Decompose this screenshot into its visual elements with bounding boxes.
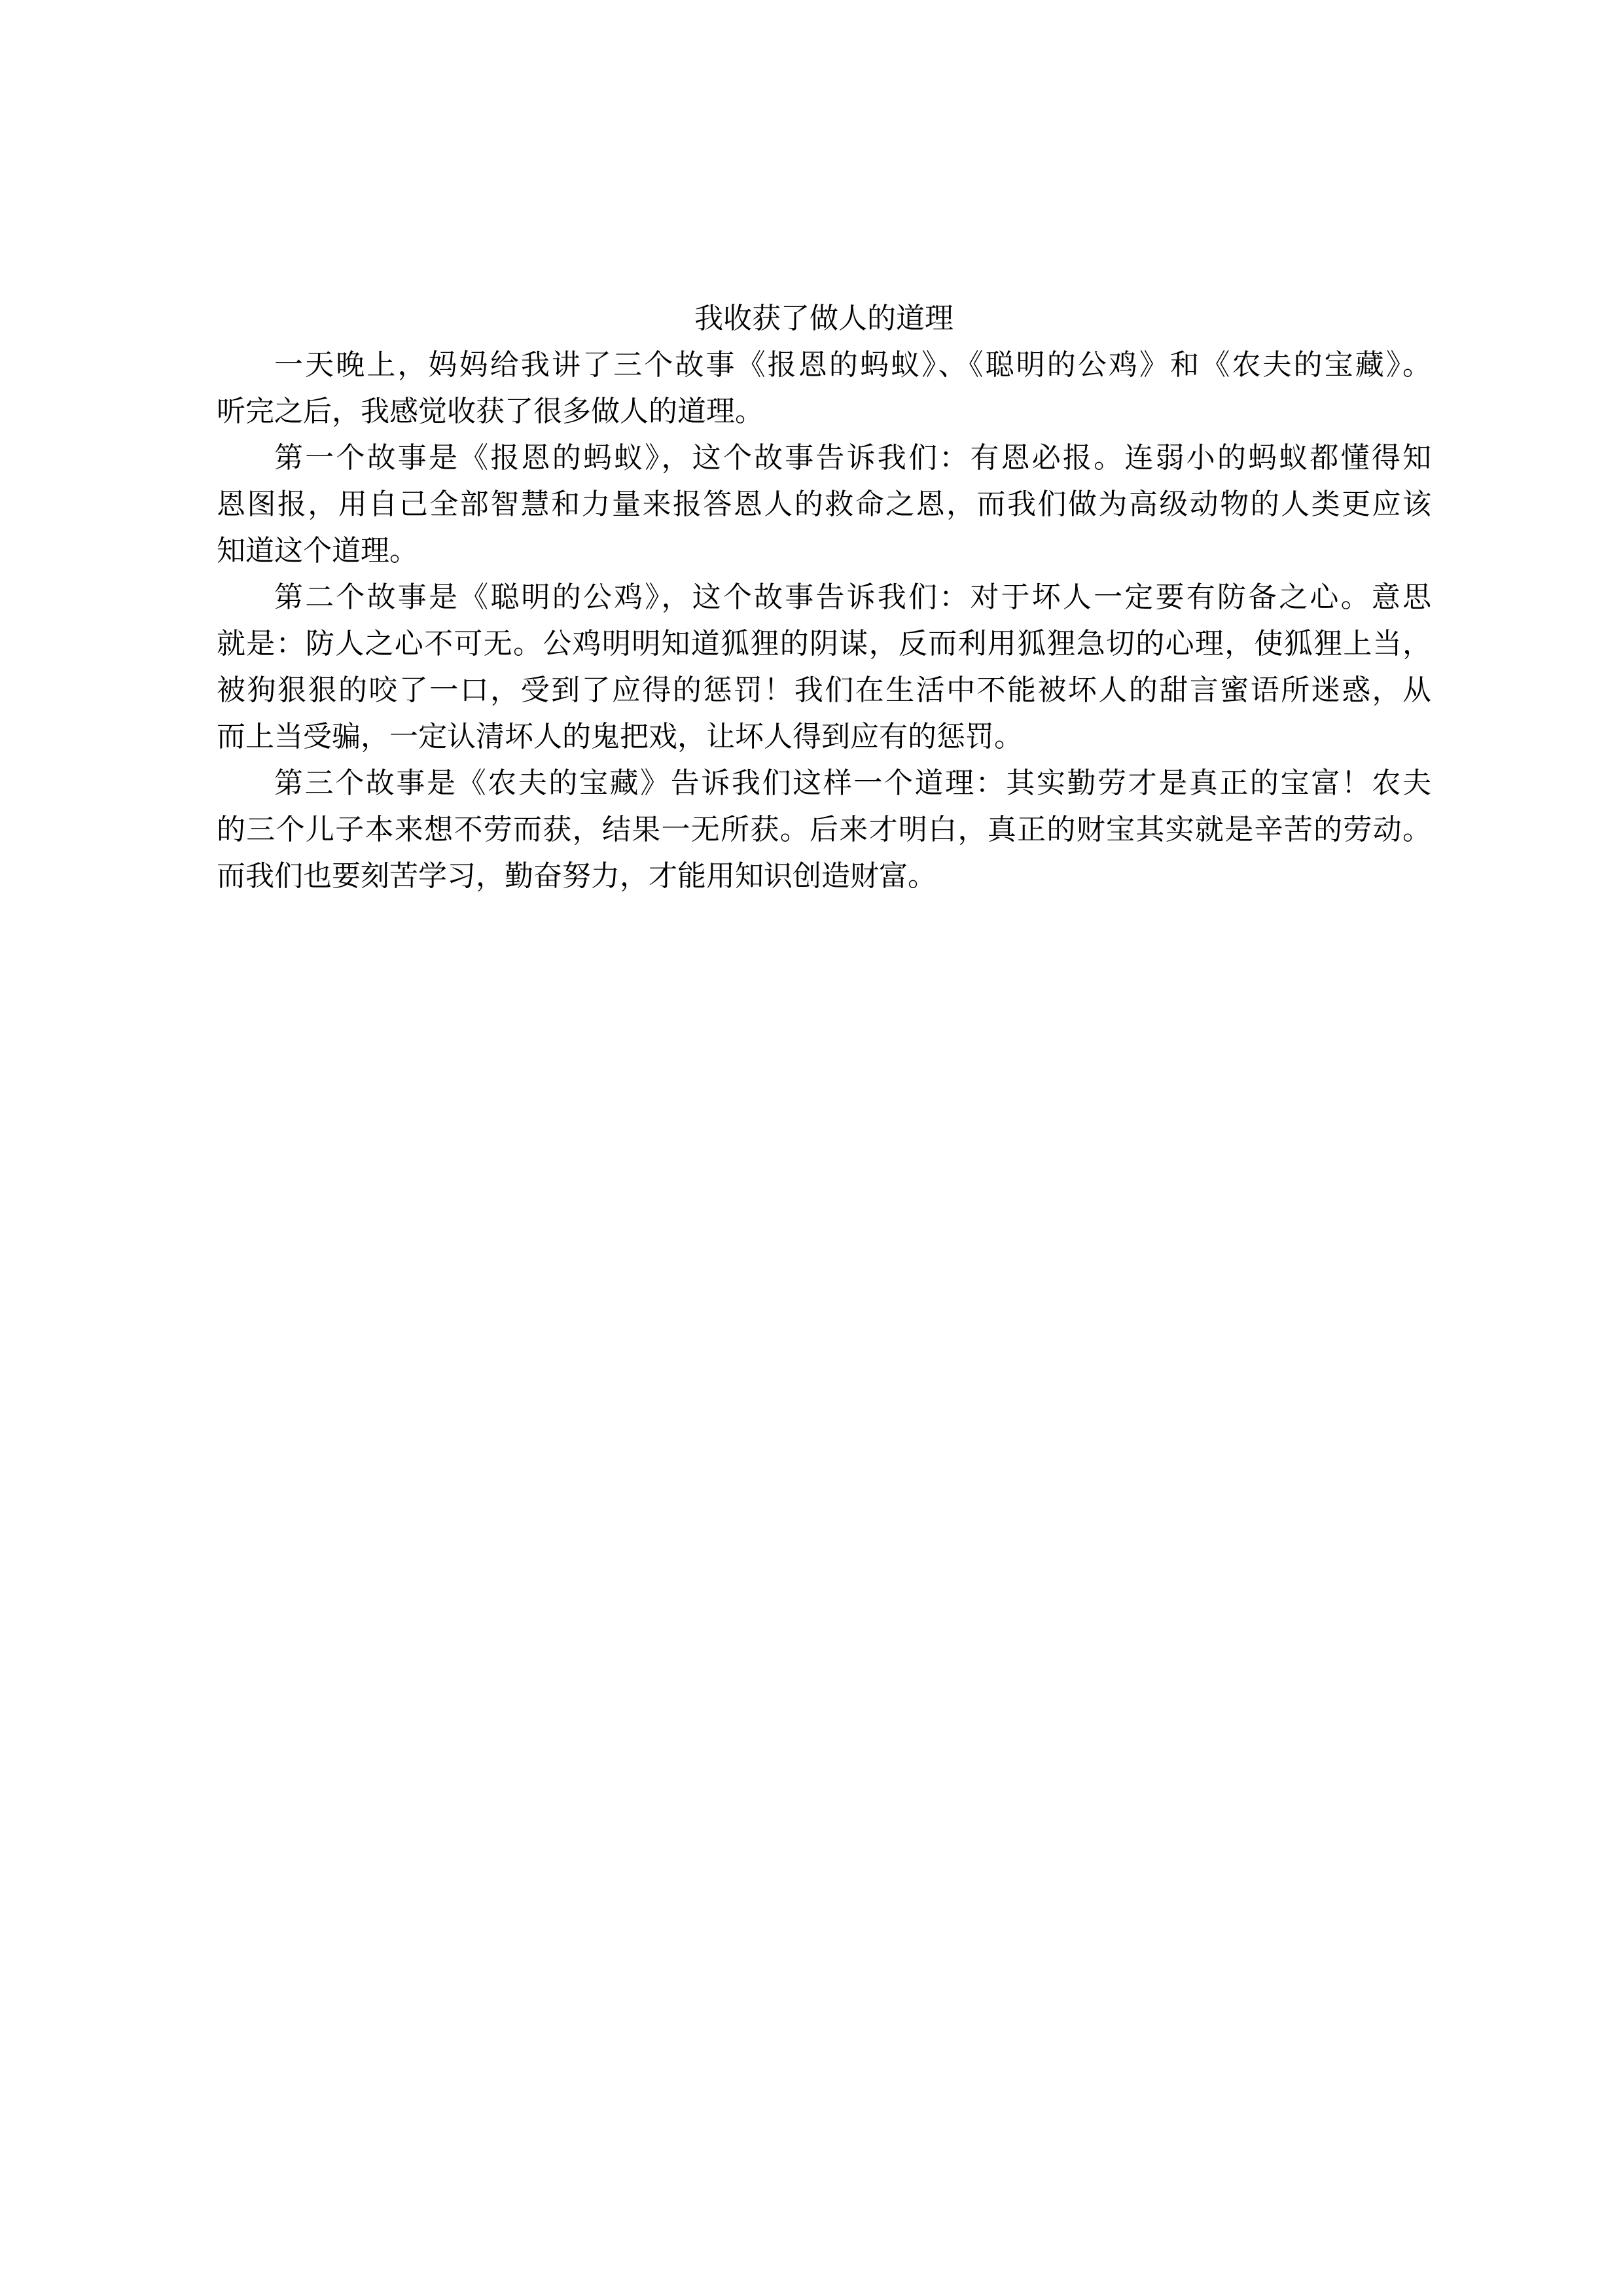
essay-title: 我收获了做人的道理 xyxy=(694,302,954,334)
essay-paragraphs xyxy=(217,342,1431,899)
text-line: 的三个儿子本来想不劳而获，结果一无所获。后来才明白，真正的财宝其实就是辛苦的劳动。 xyxy=(217,814,1431,846)
text-line: 被狗狠狠的咬了一口，受到了应得的惩罚！我们在生活中不能被坏人的甜言蜜语所迷惑，从 xyxy=(217,674,1431,706)
text-line: 知道这个道理。 xyxy=(217,535,418,567)
text-line: 听完之后，我感觉收获了很多做人的道理。 xyxy=(217,395,764,427)
text-line: 一天晚上，妈妈给我讲了三个故事《报恩的蚂蚁》、《聪明的公鸡》和《农夫的宝藏》。 xyxy=(274,349,1431,381)
text-line: 而我们也要刻苦学习，勤奋努力，才能用知识创造财富。 xyxy=(217,860,936,892)
paragraph xyxy=(217,760,1431,899)
paragraph xyxy=(217,574,1431,760)
text-line: 就是：防人之心不可无。公鸡明明知道狐狸的阴谋，反而利用狐狸急切的心理，使狐狸上当， xyxy=(217,628,1431,660)
essay-body xyxy=(217,295,1431,899)
text-line: 第一个故事是《报恩的蚂蚁》，这个故事告诉我们：有恩必报。连弱小的蚂蚁都懂得知 xyxy=(274,442,1431,474)
paragraph xyxy=(217,342,1431,435)
text-line: 第二个故事是《聪明的公鸡》，这个故事告诉我们：对于坏人一定要有防备之心。意思 xyxy=(274,581,1431,613)
paragraph xyxy=(217,435,1431,574)
text-line: 第三个故事是《农夫的宝藏》告诉我们这样一个道理：其实勤劳才是真正的宝富！农夫 xyxy=(274,767,1431,799)
text-line: 恩图报，用自己全部智慧和力量来报答恩人的救命之恩，而我们做为高级动物的人类更应该 xyxy=(217,488,1431,520)
text-line: 而上当受骗，一定认清坏人的鬼把戏，让坏人得到应有的惩罚。 xyxy=(217,721,1023,753)
